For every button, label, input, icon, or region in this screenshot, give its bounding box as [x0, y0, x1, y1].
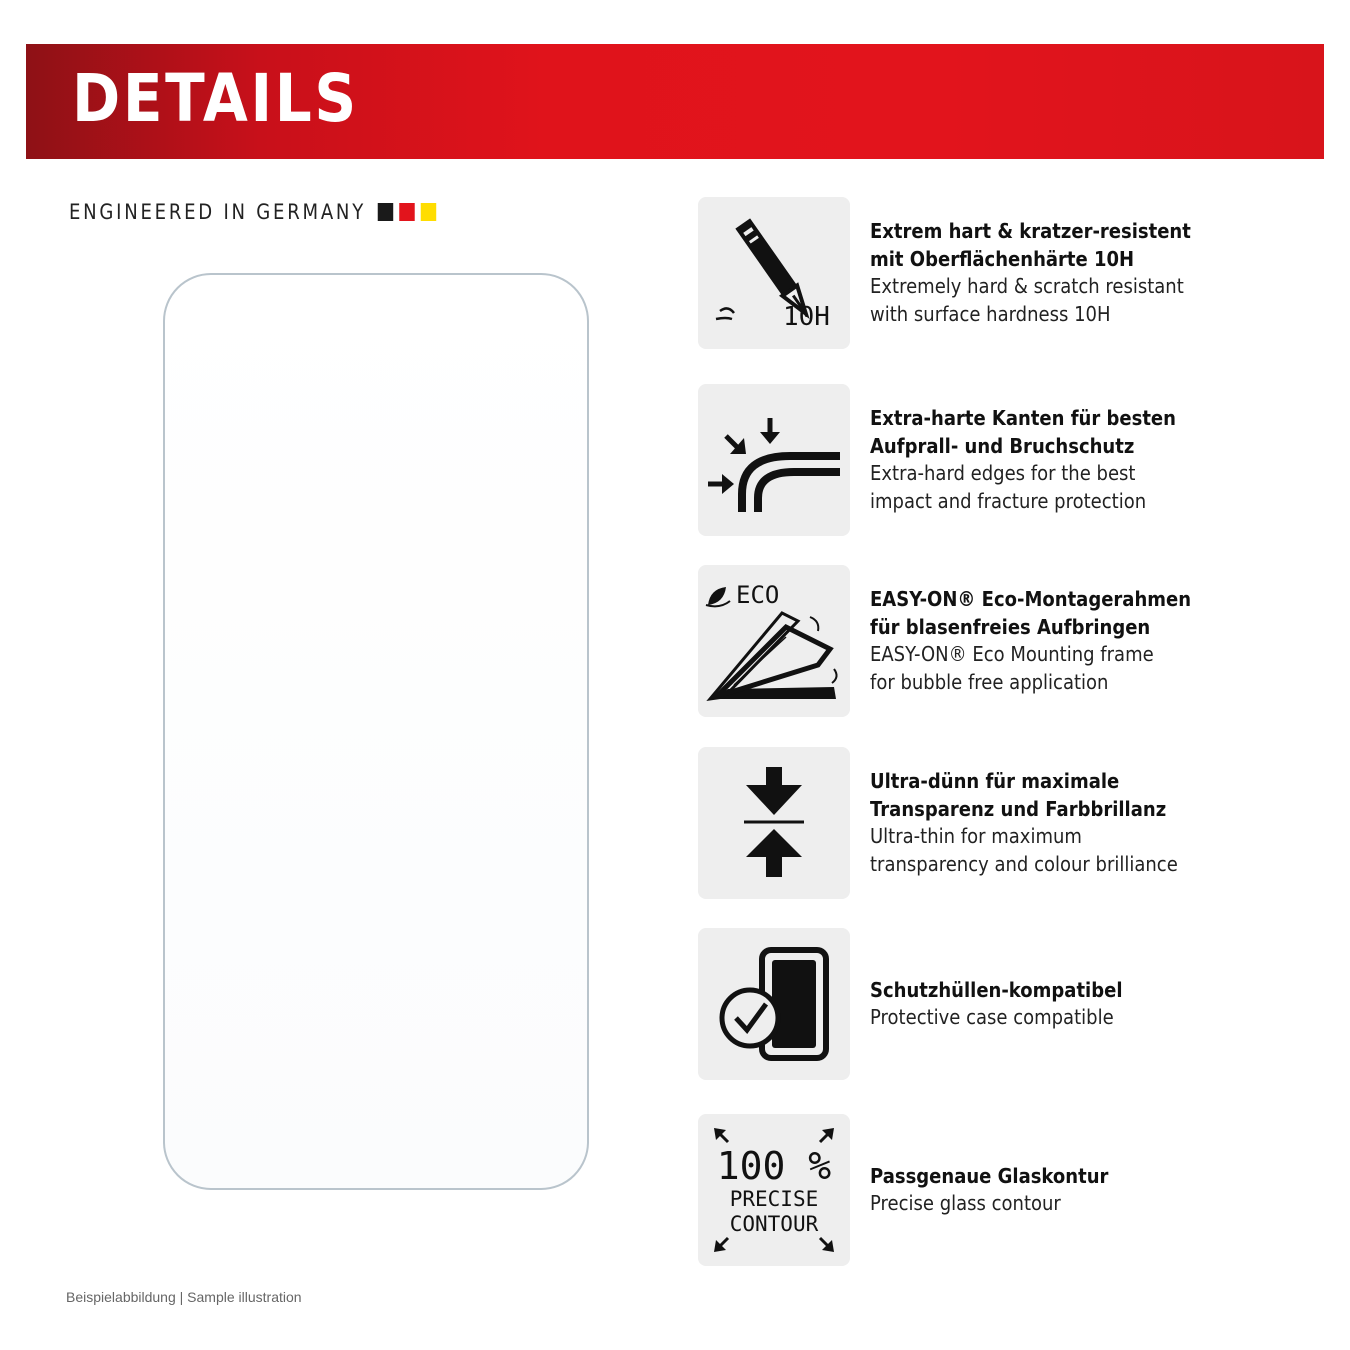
icon-label-precise: PRECISE	[729, 1187, 819, 1211]
feature-case-compatible	[698, 928, 1258, 1080]
pen-10h-icon	[698, 197, 850, 349]
feature-title-de: mit Oberflächenhärte 10H	[870, 246, 1135, 271]
feature-text	[870, 197, 1248, 349]
feature-precise-contour	[698, 1114, 1258, 1266]
feature-title-en: Extra-hard edges for the best	[870, 461, 1136, 485]
feature-text	[870, 1114, 1248, 1266]
feature-title-en: Ultra-thin for maximum	[870, 824, 1082, 848]
feature-title-de: Passgenaue Glaskontur	[870, 1163, 1109, 1188]
icon-label-100: 100 %	[716, 1144, 832, 1188]
feature-ultra-thin	[698, 747, 1258, 899]
header-banner	[26, 44, 1324, 159]
feature-text	[870, 928, 1248, 1080]
feature-title-en: Precise glass contour	[870, 1191, 1061, 1215]
feature-easy-on	[698, 565, 1258, 717]
feature-title-de: EASY-ON® Eco-Montagerahmen	[870, 587, 1192, 611]
feature-text	[870, 384, 1248, 536]
feature-hardness	[698, 197, 1258, 349]
feature-title-de: Schutzhüllen-kompatibel	[870, 977, 1123, 1002]
icon-label-10h: 10H	[783, 302, 830, 332]
flag-stripe-gold	[421, 203, 436, 221]
feature-title-en: impact and fracture protection	[870, 488, 1147, 513]
screen-protector-illustration	[163, 273, 589, 1190]
feature-title-de: Transparenz und Farbbrillanz	[870, 796, 1167, 821]
engineered-in-germany	[69, 200, 437, 224]
sample-illustration-note: Beispielabbildung | Sample illustration	[66, 1289, 302, 1305]
feature-title-en: with surface hardness 10H	[870, 301, 1111, 326]
impact-edges-icon	[698, 384, 850, 536]
feature-text	[870, 747, 1248, 899]
feature-title-de: Aufprall- und Bruchschutz	[870, 433, 1135, 458]
feature-title-de: Ultra-dünn für maximale	[870, 769, 1120, 793]
precise-contour-icon	[698, 1114, 850, 1266]
feature-title-de: Extrem hart & kratzer-resistent	[870, 219, 1191, 243]
flag-stripe-black	[378, 203, 393, 221]
feature-title-en: EASY-ON® Eco Mounting frame	[870, 642, 1154, 666]
feature-title-en: for bubble free application	[870, 669, 1109, 694]
flag-stripe-red	[400, 203, 415, 221]
feature-title-en: Protective case compatible	[870, 1005, 1114, 1029]
icon-label-contour: CONTOUR	[729, 1212, 819, 1236]
feature-title-en: transparency and colour brilliance	[870, 851, 1178, 876]
german-flag-icon	[378, 203, 436, 221]
feature-title-de: für blasenfreies Aufbringen	[870, 614, 1151, 639]
feature-title-en: Extremely hard & scratch resistant	[870, 274, 1184, 298]
feature-text	[870, 565, 1248, 717]
icon-label-eco: ECO	[736, 581, 780, 609]
feature-title-de: Extra-harte Kanten für besten	[870, 406, 1176, 430]
feature-edges	[698, 384, 1258, 536]
case-compatible-icon	[698, 928, 850, 1080]
eco-mounting-frame-icon	[698, 565, 850, 717]
page-title: DETAILS	[72, 60, 359, 137]
engineered-label: ENGINEERED IN GERMANY	[69, 200, 366, 224]
ultra-thin-arrows-icon	[698, 747, 850, 899]
